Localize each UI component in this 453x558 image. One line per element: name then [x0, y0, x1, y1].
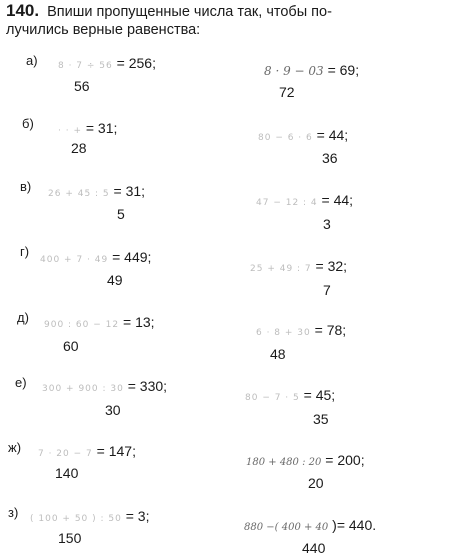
equation-right-6 — [245, 387, 335, 403]
equation-e-result: = 330; — [127, 378, 168, 394]
equation-right-5-expression: 6 · 8 + 30 — [256, 328, 311, 338]
equation-z-result: = 3; — [125, 508, 150, 524]
equation-right-3-result: = 44; — [321, 192, 354, 208]
equation-right-1 — [264, 62, 359, 78]
equation-b — [58, 120, 117, 136]
answer-g: 49 — [107, 272, 123, 288]
equation-v — [48, 183, 145, 199]
equation-right-5 — [256, 322, 346, 338]
exercise-header — [6, 2, 446, 39]
answer-z: 150 — [58, 530, 82, 546]
equation-z-expression: ( 100 + 50 ) : 50 — [30, 514, 122, 524]
answer-right-4: 7 — [323, 282, 331, 298]
answer-right-2: 36 — [322, 150, 338, 166]
equation-right-2-expression: 80 − 6 · 6 — [258, 133, 313, 143]
equation-right-8-result: )= 440. — [332, 517, 377, 533]
answer-right-6: 35 — [313, 411, 329, 427]
label-e: е) — [15, 375, 27, 390]
answer-right-5: 48 — [270, 346, 286, 362]
label-g: г) — [20, 244, 30, 259]
equation-b-result: = 31; — [85, 120, 118, 136]
answer-d: 60 — [63, 338, 79, 354]
exercise-number: 140. — [6, 1, 40, 20]
answer-right-1: 72 — [279, 84, 295, 100]
label-zh: ж) — [8, 440, 22, 455]
equation-right-4 — [250, 258, 347, 274]
equation-right-7 — [246, 452, 365, 468]
answer-v: 5 — [117, 206, 125, 222]
equation-right-1-result: = 69; — [327, 62, 360, 78]
equation-right-7-result: = 200; — [325, 452, 365, 468]
equation-d-expression: 900 : 60 − 12 — [44, 320, 120, 330]
answer-b: 28 — [71, 140, 87, 156]
equation-a — [58, 55, 156, 71]
equation-right-6-expression: 80 − 7 · 5 — [245, 393, 300, 403]
instruction-line-2: лучились верные равенства: — [6, 22, 201, 38]
answer-right-3: 3 — [323, 216, 331, 232]
equation-right-5-result: = 78; — [314, 322, 347, 338]
equation-right-2 — [258, 127, 348, 143]
equation-d — [44, 314, 155, 330]
equation-v-expression: 26 + 45 : 5 — [48, 189, 110, 199]
equation-right-3 — [256, 192, 353, 208]
answer-zh: 140 — [55, 465, 79, 481]
label-z: з) — [8, 505, 19, 520]
equation-b-expression: · · + — [58, 126, 86, 136]
equation-g — [40, 249, 151, 265]
equation-e-expression: 300 + 900 : 30 — [42, 384, 124, 394]
answer-e: 30 — [105, 402, 121, 418]
label-b: б) — [22, 116, 34, 131]
equation-right-3-expression: 47 − 12 : 4 — [256, 198, 318, 208]
equation-e — [42, 378, 167, 394]
equation-zh-result: = 147; — [96, 443, 136, 459]
answer-right-8: 440 — [302, 540, 326, 556]
label-v: в) — [20, 179, 32, 194]
equation-v-result: = 31; — [113, 183, 146, 199]
equation-right-8 — [244, 517, 376, 533]
answer-right-7: 20 — [308, 475, 324, 491]
equation-zh — [38, 443, 136, 459]
equation-right-7-expression: 180 + 480 : 20 — [246, 457, 322, 468]
equation-a-expression: 8 · 7 ÷ 56 — [58, 61, 113, 71]
label-d: д) — [17, 310, 29, 325]
instruction-line-1: Впиши пропущенные числа так, чтобы по- — [47, 4, 332, 20]
equation-z — [30, 508, 149, 524]
answer-a: 56 — [74, 78, 90, 94]
equation-zh-expression: 7 · 20 − 7 — [38, 449, 93, 459]
label-a: а) — [26, 53, 38, 68]
equation-right-4-result: = 32; — [315, 258, 348, 274]
equation-right-8-expression: 880 −( 400 + 40 — [244, 522, 329, 533]
equation-d-result: = 13; — [123, 314, 155, 330]
equation-right-2-result: = 44; — [316, 127, 349, 143]
equation-right-6-result: = 45; — [303, 387, 336, 403]
equation-right-4-expression: 25 + 49 : 7 — [250, 264, 312, 274]
equation-g-expression: 400 + 7 · 49 — [40, 255, 109, 265]
equation-a-result: = 256; — [116, 55, 156, 71]
equation-right-1-expression: 8 · 9 − 03 — [264, 64, 324, 78]
equation-g-result: = 449; — [112, 249, 152, 265]
